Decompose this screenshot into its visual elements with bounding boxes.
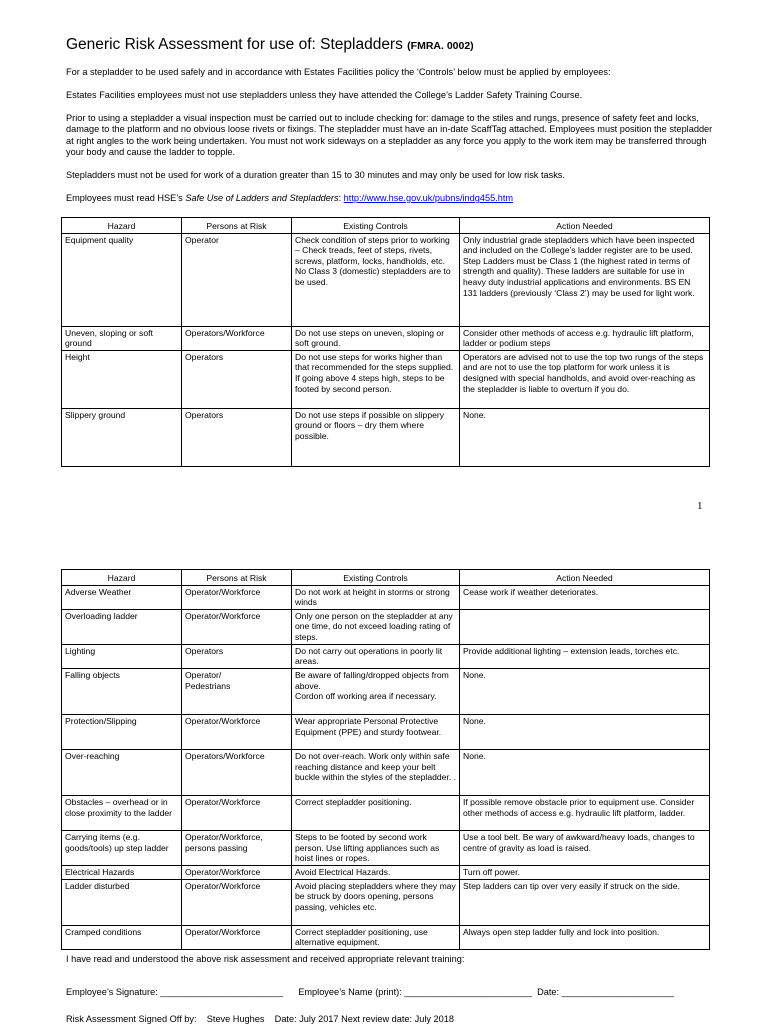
hse-colon: : xyxy=(338,193,344,203)
controls-cell: Steps to be footed by second work person. Use lifting appliances such as hoist lines or ropes. xyxy=(292,830,460,865)
controls-cell: Avoid placing stepladders where they may be struck by doors opening, persons passing, vehicles etc. xyxy=(292,879,460,925)
hazard-cell: Equipment quality xyxy=(62,233,182,326)
controls-cell: Wear appropriate Personal Protective Equipment (PPE) and sturdy footwear. xyxy=(292,714,460,749)
header-hazard: Hazard xyxy=(62,570,182,586)
action-cell: Operators are advised not to use the top two rungs of the steps and are not to use the top platform for work unless it is designed with special handholds, and avoid over-reaching as the stepladder is liable to overturn if you do. xyxy=(460,350,710,408)
document-title xyxy=(66,36,474,54)
hazard-cell: Height xyxy=(62,350,182,408)
action-cell: Cease work if weather deteriorates. xyxy=(460,585,710,609)
header-action-needed: Action Needed xyxy=(460,570,710,586)
controls-cell: Correct stepladder positioning. xyxy=(292,795,460,830)
table-row xyxy=(62,879,710,925)
intro-paragraph-3: Prior to using a stepladder a visual inspection must be carried out to include checking for: damage to the stiles and rungs, presence of safety feet and locks, damage to the platform and no obvious loose rivets or fixings. The stepladder must have an in-date ScaffTag attached. Employees must position the stepladder at right angles to the work being undertaken. You must not work sideways on a stepladder as any force you apply to the work item may be transferred through your body and cause the ladder to topple. xyxy=(66,113,713,158)
intro-paragraph-1: For a stepladder to be used safely and in accordance with Estates Facilities policy the ‘Controls’ below must be applied by employees: xyxy=(66,67,611,77)
signoff-line: Risk Assessment Signed Off by: Steve Hughes Date: July 2017 Next review date: July 2018 xyxy=(66,1014,454,1024)
persons-cell: Operator/Workforce xyxy=(182,865,292,879)
hazard-cell: Lighting xyxy=(62,644,182,668)
risk-table-2 xyxy=(61,569,710,950)
controls-cell: Do not work at height in storms or strong winds xyxy=(292,585,460,609)
hazard-cell: Uneven, sloping or soft ground xyxy=(62,326,182,350)
persons-cell: Operator/Workforce xyxy=(182,795,292,830)
persons-cell: Operator/Workforce xyxy=(182,925,292,949)
action-cell: Consider other methods of access e.g. hydraulic lift platform, ladder or podium steps xyxy=(460,326,710,350)
persons-cell: Operator xyxy=(182,233,292,326)
header-existing-controls: Existing Controls xyxy=(292,570,460,586)
controls-cell: Do not use steps for works higher than that recommended for the steps supplied. If going above 4 steps high, steps to be footed by second person. xyxy=(292,350,460,408)
action-cell xyxy=(460,609,710,644)
controls-cell: Avoid Electrical Hazards. xyxy=(292,865,460,879)
action-cell: Always open step ladder fully and lock into position. xyxy=(460,925,710,949)
hazard-cell: Adverse Weather xyxy=(62,585,182,609)
page-number: 1 xyxy=(697,500,703,512)
persons-cell: Operators xyxy=(182,644,292,668)
title-code: (FMRA. 0002) xyxy=(407,40,474,52)
action-cell: None. xyxy=(460,668,710,714)
action-cell: Step ladders can tip over very easily if struck on the side. xyxy=(460,879,710,925)
header-persons-at-risk: Persons at Risk xyxy=(182,218,292,234)
table-row xyxy=(62,865,710,879)
persons-cell: Operator/Workforce xyxy=(182,585,292,609)
persons-cell: Operators xyxy=(182,408,292,466)
table-row xyxy=(62,326,710,350)
hazard-cell: Falling objects xyxy=(62,668,182,714)
hazard-cell: Carrying items (e.g. goods/tools) up step ladder xyxy=(62,830,182,865)
hazard-cell: Slippery ground xyxy=(62,408,182,466)
action-cell: Only industrial grade stepladders which have been inspected and included on the College’s ladder register are to be used. Step Ladders must be Class 1 (the highest rated in terms of strength and quality). These ladders are suitable for use in heavy duty industrial applications and environments. BS EN 131 ladders (previously ‘Class 2’) may be used for light work. xyxy=(460,233,710,326)
header-action-needed: Action Needed xyxy=(460,218,710,234)
persons-cell: Operators/Workforce xyxy=(182,749,292,795)
table-row xyxy=(62,609,710,644)
controls-cell: Correct stepladder positioning, use alternative equipment. xyxy=(292,925,460,949)
action-cell: None. xyxy=(460,408,710,466)
header-persons-at-risk: Persons at Risk xyxy=(182,570,292,586)
intro-paragraph-2: Estates Facilities employees must not use stepladders unless they have attended the College’s Ladder Safety Training Course. xyxy=(66,90,583,100)
hazard-cell: Electrical Hazards xyxy=(62,865,182,879)
hse-title: Safe Use of Ladders and Stepladders xyxy=(185,193,339,203)
controls-cell: Do not over-reach. Work only within safe reaching distance and keep your belt buckle within the styles of the stepladder. . xyxy=(292,749,460,795)
persons-cell: Operator/Workforce xyxy=(182,609,292,644)
hazard-cell: Overloading ladder xyxy=(62,609,182,644)
table-row xyxy=(62,925,710,949)
controls-cell: Check condition of steps prior to working – Check treads, feet of steps, rivets, screws, platform, locks, handholds, etc. No Class 3 (domestic) stepladders are to be used. xyxy=(292,233,460,326)
acknowledgement-text: I have read and understood the above risk assessment and received appropriate relevant training: xyxy=(66,954,465,964)
action-cell: If possible remove obstacle prior to equipment use. Consider other methods of access e.g. hydraulic lift platform, ladder. xyxy=(460,795,710,830)
header-hazard: Hazard xyxy=(62,218,182,234)
intro-paragraph-5 xyxy=(66,193,716,204)
table-row xyxy=(62,668,710,714)
controls-cell: Do not use steps if possible on slippery ground or floors – dry them where possible. xyxy=(292,408,460,466)
table-row xyxy=(62,233,710,326)
table-row xyxy=(62,749,710,795)
hse-link[interactable]: http://www.hse.gov.uk/pubns/indg455.htm xyxy=(343,193,514,203)
action-cell: Turn off power. xyxy=(460,865,710,879)
table-row xyxy=(62,408,710,466)
table-header-row xyxy=(62,218,710,234)
persons-cell: Operator/Workforce, persons passing xyxy=(182,830,292,865)
persons-cell: Operator/Workforce xyxy=(182,714,292,749)
controls-cell: Only one person on the stepladder at any one time, do not exceed loading rating of steps. xyxy=(292,609,460,644)
table-row xyxy=(62,795,710,830)
risk-table-1 xyxy=(61,217,710,467)
hazard-cell: Cramped conditions xyxy=(62,925,182,949)
hse-text: Employees must read HSE’s xyxy=(66,193,186,203)
header-existing-controls: Existing Controls xyxy=(292,218,460,234)
persons-cell: Operators/Workforce xyxy=(182,326,292,350)
title-text: Generic Risk Assessment for use of: Stepladders xyxy=(66,36,408,53)
hazard-cell: Over-reaching xyxy=(62,749,182,795)
hazard-cell: Ladder disturbed xyxy=(62,879,182,925)
signature-line[interactable]: Employee’s Signature: ________________________ Employee’s Name (print): _________________________ Date: ______________________ xyxy=(66,987,675,997)
table-row xyxy=(62,350,710,408)
action-cell: Use a tool belt. Be wary of awkward/heavy loads, changes to centre of gravity as load is raised. xyxy=(460,830,710,865)
persons-cell: Operator/ Pedestrians xyxy=(182,668,292,714)
controls-cell: Do not use steps on uneven, sloping or soft ground. xyxy=(292,326,460,350)
table-row xyxy=(62,585,710,609)
table-header-row xyxy=(62,570,710,586)
persons-cell: Operator/Workforce xyxy=(182,879,292,925)
persons-cell: Operators xyxy=(182,350,292,408)
table-row xyxy=(62,714,710,749)
hazard-cell: Protection/Slipping xyxy=(62,714,182,749)
controls-cell: Do not carry out operations in poorly lit areas. xyxy=(292,644,460,668)
intro-paragraph-4: Stepladders must not be used for work of a duration greater than 15 to 30 minutes and may only be used for low risk tasks. xyxy=(66,170,565,180)
hazard-cell: Obstacles – overhead or in close proximity to the ladder xyxy=(62,795,182,830)
action-cell: None. xyxy=(460,749,710,795)
table-row xyxy=(62,830,710,865)
action-cell: Provide additional lighting – extension leads, torches etc. xyxy=(460,644,710,668)
action-cell: None. xyxy=(460,714,710,749)
controls-cell: Be aware of falling/dropped objects from above. Cordon off working area if necessary. xyxy=(292,668,460,714)
table-row xyxy=(62,644,710,668)
